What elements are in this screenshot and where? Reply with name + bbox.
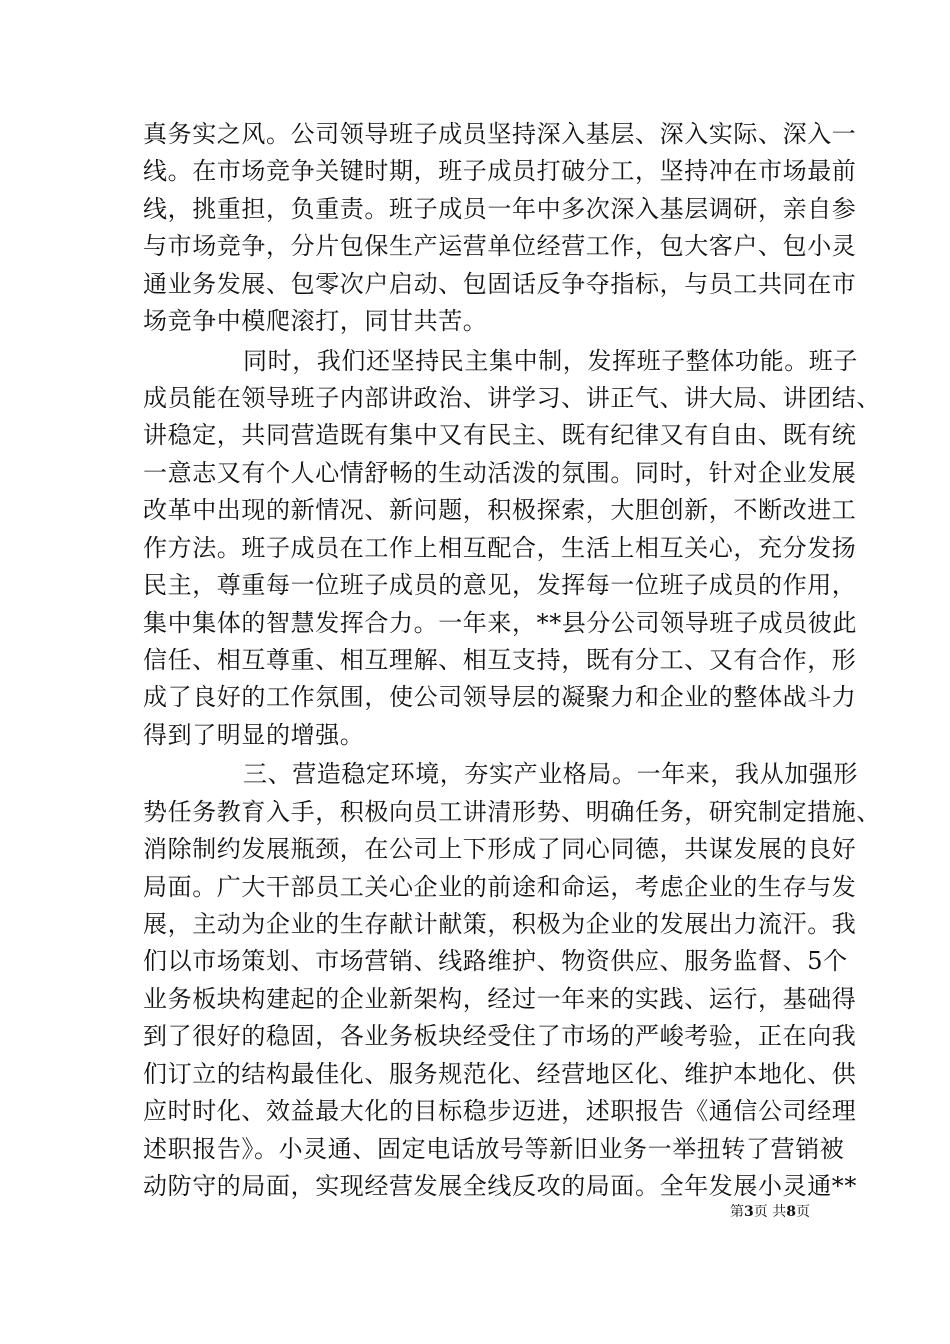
paragraph-line: 三、营造稳定环境，夯实产业格局。一年来，我从加强形 [243, 760, 858, 788]
paragraph-line: 作方法。班子成员在工作上相互配合，生活上相互关心，充分发扬 [143, 534, 857, 562]
paragraph-line: 真务实之风。公司领导班子成员坚持深入基层、深入实际、深入一 [143, 120, 857, 148]
paragraph-line: 改革中出现的新情况、新问题，积极探索，大胆创新，不断改进工 [143, 496, 857, 524]
paragraph-line: 通业务发展、包零次户启动、包固话反争夺指标，与员工共同在市 [143, 270, 857, 298]
paragraph-line: 们订立的结构最佳化、服务规范化、经营地区化、维护本地化、供 [143, 1060, 857, 1088]
total-pages-number: 8 [786, 1204, 796, 1220]
paragraph-line: 同时，我们还坚持民主集中制，发挥班子整体功能。班子 [243, 347, 858, 375]
current-page-number: 3 [744, 1204, 754, 1220]
paragraph-line: 讲稳定，共同营造既有集中又有民主、既有纪律又有自由、既有统 [143, 421, 857, 449]
paragraph-line: 势任务教育入手，积极向员工讲清形势、明确任务，研究制定措施、 [143, 798, 881, 826]
paragraph-line: 场竞争中模爬滚打，同甘共苦。 [143, 307, 488, 335]
paragraph-line: 成了良好的工作氛围，使公司领导层的凝聚力和企业的整体战斗力 [143, 683, 857, 711]
paragraph-line: 民主，尊重每一位班子成员的意见，发挥每一位班子成员的作用， [143, 571, 857, 599]
paragraph-line: 应时时化、效益最大化的目标稳步迈进，述职报告《通信公司经理 [143, 1097, 857, 1125]
paragraph-line: 线，挑重担，负重责。班子成员一年中多次深入基层调研，亲自参 [143, 195, 857, 223]
paragraph-line: 一意志又有个人心情舒畅的生动活泼的氛围。同时，针对企业发展 [143, 459, 857, 487]
paragraph-line: 业务板块构建起的企业新架构，经过一年来的实践、运行，基础得 [143, 985, 857, 1013]
paragraph-line: 到了很好的稳固，各业务板块经受住了市场的严峻考验，正在向我 [143, 1022, 857, 1050]
footer-suffix: 页 [796, 1204, 810, 1220]
footer-middle: 页 共 [753, 1204, 787, 1220]
paragraph-line: 述职报告》。小灵通、固定电话放号等新旧业务一举扭转了营销被 [143, 1135, 845, 1163]
paragraph-line: 信任、相互尊重、相互理解、相互支持，既有分工、又有合作，形 [143, 646, 857, 674]
page-footer [700, 1203, 810, 1221]
paragraph-line: 消除制约发展瓶颈，在公司上下形成了同心同德，共谋发展的良好 [143, 835, 857, 863]
paragraph-line: 动防守的局面，实现经营发展全线反攻的局面。全年发展小灵通** [143, 1172, 857, 1200]
paragraph-line: 线。在市场竞争关键时期，班子成员打破分工，坚持冲在市场最前 [143, 157, 857, 185]
paragraph-line: 成员能在领导班子内部讲政治、讲学习、讲正气、讲大局、讲团结、 [143, 384, 881, 412]
footer-prefix: 第 [730, 1204, 745, 1220]
paragraph-line: 展，主动为企业的生存献计献策，积极为企业的发展出力流汗。我 [143, 910, 857, 938]
paragraph-line: 局面。广大干部员工关心企业的前途和命运，考虑企业的生存与发 [143, 873, 857, 901]
paragraph-line: 得到了明显的增强。 [143, 721, 365, 749]
paragraph-line: 集中集体的智慧发挥合力。一年来，**县分公司领导班子成员彼此 [143, 609, 857, 637]
paragraph-line: 与市场竞争，分片包保生产运营单位经营工作，包大客户、包小灵 [143, 232, 857, 260]
paragraph-line: 们以市场策划、市场营销、线路维护、物资供应、服务监督、5个 [143, 947, 848, 975]
